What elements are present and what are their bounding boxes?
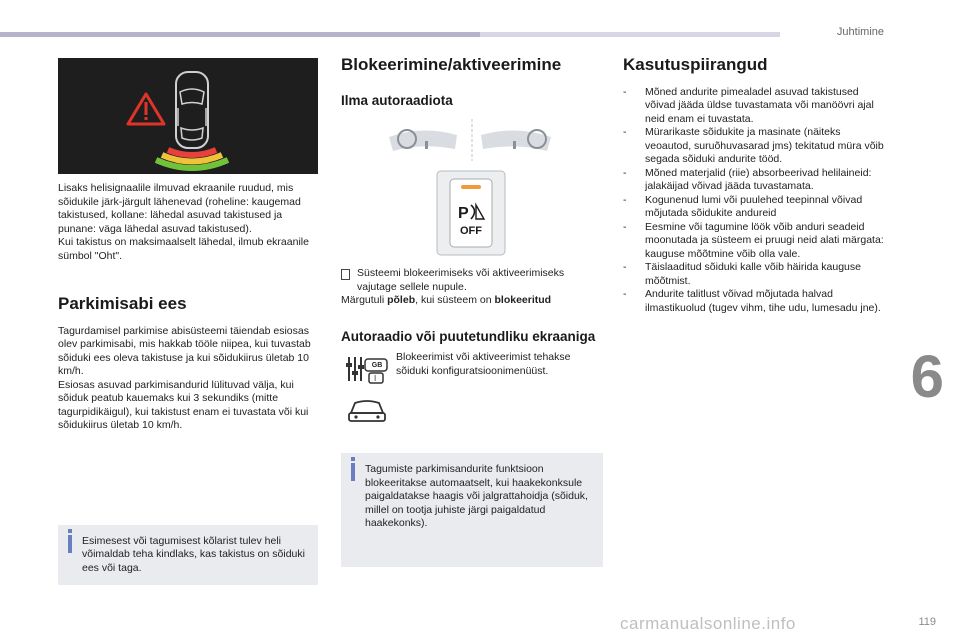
watermark: carmanualsonline.info (620, 614, 796, 633)
limitations-list (623, 86, 888, 316)
limitation-item (623, 194, 888, 221)
header-bar (0, 32, 480, 37)
info-box-speaker (58, 525, 318, 586)
indicator-mid: , kui süsteem on (415, 294, 495, 306)
info-icon-dot (351, 457, 355, 461)
list-dash: - (623, 193, 627, 206)
list-dash: - (623, 166, 627, 179)
limitation-text: Eesmine või tagumine löök võib anduri seadeid moonutada ja süsteem ei pruugi neid alati märgata: kauguse mõõtmine võib olla vale. (645, 220, 884, 260)
no-radio-subheading: Ilma autoraadiota (341, 92, 453, 108)
limitation-text: Andurite talitlust võivad mõjutada halvad ilmastikuolud (tugev vihm, tihe udu, lumesadu jne). (645, 288, 881, 314)
step-text: Süsteemi blokeerimiseks või aktiveerimiseks vajutage sellele nupule. (357, 267, 565, 293)
dashboard-illustration (341, 115, 603, 265)
config-menu-text: Blokeerimist või aktiveerimist tehakse sõiduki konfiguratsioonimenüüst. (396, 351, 571, 377)
list-dash: - (623, 220, 627, 233)
list-dash: - (623, 261, 627, 273)
column-left (58, 58, 318, 585)
front-parking-body: Tagurdamisel parkimise abisüsteemi täiendab esiosas olev parkimisabi, mis hakkab tööle niipea, kui tuvastab sõiduki ees oleva takistuse ja kui sõidukiirus ületab 10 km/h. Esiosas asuvad parkimisandurid lülituvad välja, kui sõiduk peatub kauemaks kui 3 sekundiks (mitte tagurpidikäigul), kui takistust enam ei tuvastata või kui sõidukiirus ületab 10 km/h. (58, 324, 311, 431)
svg-text:P: P (458, 205, 469, 222)
limitation-item (623, 221, 888, 262)
column-right (623, 55, 888, 315)
column-middle (341, 55, 603, 567)
park-assist-off-button[interactable]: OFF (456, 224, 486, 238)
indicator-text (341, 294, 603, 308)
indicator-prefix: Märgutuli (341, 294, 388, 306)
info-text-speaker: Esimesest või tagumisest kõlarist tulev heli võimaldab teha kindlaks, kas takistus on sõiduki ees või taga. (82, 534, 305, 574)
steering-wheel-left-icon (389, 130, 457, 151)
limitation-text: Mõned materjalid (riie) absorbeerivad helilaineid: jalakäijad võivad jääda tuvastamata. (645, 166, 872, 192)
list-dash: - (623, 288, 627, 300)
front-parking-heading: Parkimisabi ees (58, 294, 187, 313)
svg-text:I: I (374, 374, 377, 383)
section-title: Juhtimine (836, 26, 884, 38)
chapter-number: 6 (910, 343, 944, 410)
step-arrow-icon (341, 269, 350, 280)
info-icon-dot (68, 529, 72, 533)
limitation-text: Täislaaditud sõiduki kalle võib häirida kauguse mõõtmist. (645, 261, 861, 287)
limitation-item (623, 261, 888, 288)
limitations-heading: Kasutuspiirangud (623, 55, 768, 74)
limitation-item (623, 288, 888, 315)
display-caption: Lisaks helisignaalile ilmuvad ekraanile ruudud, mis sõidukile järk-järgult lähenevad (roheline: kaugemad takistused, kollane: lähedal asuvad takistused ja punane: väga lähedal asuvad takistused). Kui takistus on maksimaalselt lähedal, ilmub ekraanile sümbol "Oht". (58, 182, 309, 262)
car-front-icon (349, 401, 385, 421)
list-dash: - (623, 126, 627, 138)
info-box-towbar (341, 453, 603, 567)
settings-sliders-icon (346, 357, 364, 381)
dashboard-button-illustration (341, 115, 603, 265)
parking-display-image (58, 58, 318, 174)
steering-wheel-right-icon (481, 130, 551, 151)
header-bar-light (480, 32, 780, 37)
radio-config-row (341, 351, 603, 431)
limitation-item (623, 86, 888, 127)
limitation-text: Mürarikaste sõidukite ja masinate (näiteks veoautod, suruõhuvasarad jms) tekitatud müra võib segada sõiduki andurite tööd. (645, 126, 884, 165)
page-number: 119 (918, 616, 936, 628)
limitation-item (623, 167, 888, 194)
info-icon (68, 535, 72, 553)
parking-sensor-illustration (58, 58, 318, 174)
limitation-item (623, 126, 888, 167)
info-icon (351, 463, 355, 481)
limitation-text: Kogunenud lumi või puulehed teepinnal võivad mõjutada sõidukite andureid (645, 193, 863, 219)
step-item (341, 267, 603, 294)
radio-subheading: Autoraadio või puutetundliku ekraaniga (341, 328, 596, 344)
language-gb-badge: GB (371, 362, 383, 369)
lock-activate-heading: Blokeerimine/aktiveerimine (341, 55, 562, 74)
indicator-on: põleb (387, 294, 416, 306)
limitation-text: Mõned andurite pimealadel asuvad takistused võivad jääda üldse tuvastamata või manöövri ajal neid enam ei tuvastata. (645, 85, 874, 125)
info-text-towbar: Tagumiste parkimisandurite funktsioon blokeeritakse automaatselt, kui haakekonksule paigaldatakse haagis või jalgrattahoidja (sõiduk, millel on tootja juhiste järgi paigaldatud haakekonks). (365, 463, 588, 529)
indicator-state: blokeeritud (494, 294, 552, 306)
list-dash: - (623, 85, 627, 98)
